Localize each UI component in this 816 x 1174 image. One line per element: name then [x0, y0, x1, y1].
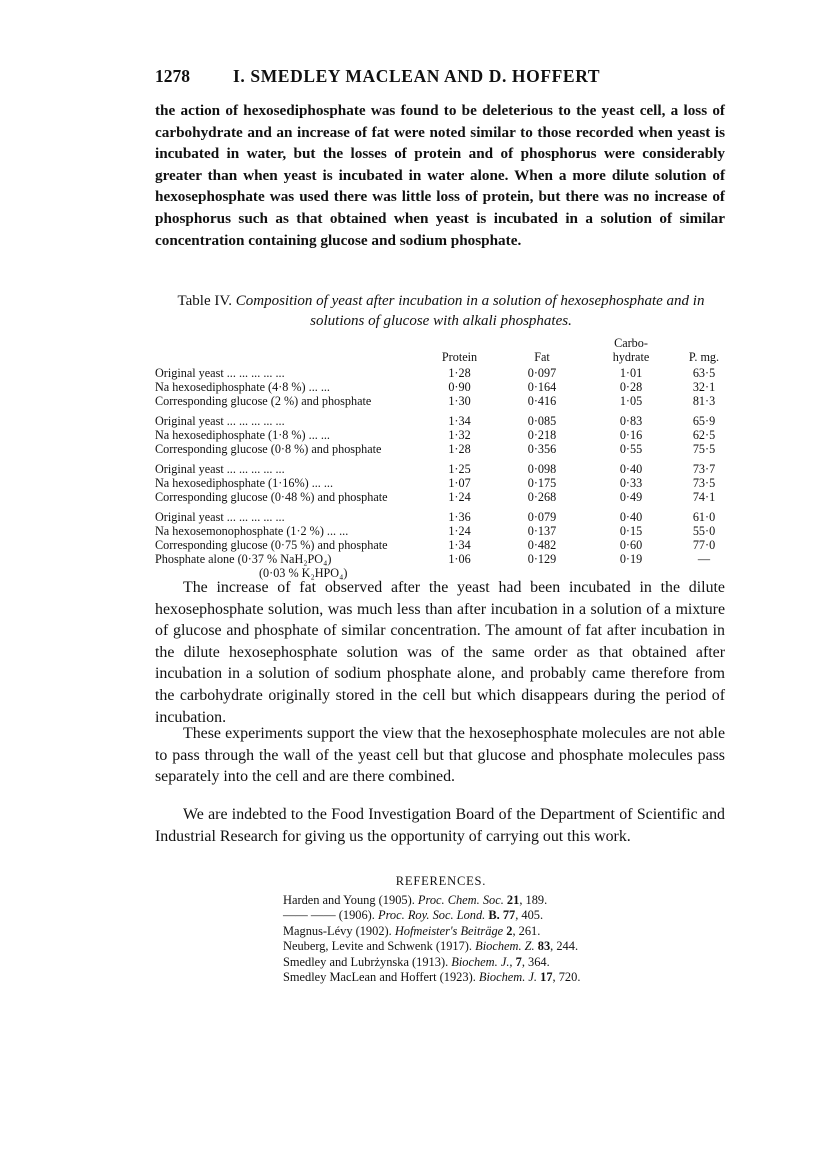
- reference-authors: —— —— (1906).: [283, 908, 378, 923]
- row-label: Phosphate alone (0·37 % NaH₂PO₄): [155, 552, 332, 566]
- col-header-protein: Protein: [441, 350, 478, 364]
- cell-protein: 0·90: [448, 380, 471, 394]
- cell-fat: 0·097: [527, 366, 557, 380]
- cell-protein: 1·28: [448, 366, 471, 380]
- cell-fat: 0·218: [527, 428, 557, 442]
- cell-protein: 1·07: [448, 476, 471, 490]
- cell-fat: 0·482: [527, 538, 557, 552]
- reference-pages: , 189.: [519, 893, 548, 907]
- reference-volume: 17: [540, 970, 553, 985]
- cell-fat: 0·175: [527, 476, 557, 490]
- cell-carb: 0·40: [619, 462, 643, 476]
- table-title: Composition of yeast after incubation in a solution of hexosephosphate and in solutions of glucose with alkali phosphates.: [235, 293, 705, 329]
- reference-pages: , 720.: [552, 970, 581, 985]
- cell-p: 32·1: [692, 380, 716, 394]
- paragraph-continued: the action of hexosediphosphate was found to be deleterious to the yeast cell, a loss of carbohydrate and an increase of fat were noted similar to those recorded when yeast is incubated in water, but the losses of protein and of phosphorus were considerably greater than when yeast is incubated in water alone. When a more dilute solution of hexosephosphate was used there was little loss of protein, but there was no increase of phosphorus such as that obtained when yeast is incubated in a solution of similar concentration containing glucose and sodium phosphate.: [155, 102, 725, 249]
- table-row: [155, 442, 729, 456]
- reference-authors: Magnus-Lévy (1902).: [283, 923, 395, 938]
- row-label: Corresponding glucose (2 %) and phosphate: [155, 394, 372, 408]
- table-row: [155, 462, 729, 476]
- row-label: Original yeast ... ... ... ... ...: [155, 414, 285, 428]
- row-label: Corresponding glucose (0·48 %) and phosphate: [155, 490, 388, 504]
- table-row: [155, 476, 729, 490]
- cell-p: 77·0: [692, 538, 716, 552]
- row-label: Na hexosediphosphate (1·8 %) ... ...: [155, 428, 330, 442]
- reference-authors: Neuberg, Levite and Schwenk (1917).: [283, 939, 476, 954]
- reference-journal: Biochem. J.: [478, 970, 541, 985]
- references-list: [283, 893, 723, 985]
- reference-item: [283, 908, 723, 923]
- cell-fat: 0·085: [527, 414, 557, 428]
- cell-protein: 1·06: [448, 552, 471, 566]
- cell-p: 63·5: [692, 366, 716, 380]
- table-row: [155, 538, 729, 552]
- reference-volume: 7: [515, 954, 522, 969]
- row-label: Na hexosemonophosphate (1·2 %) ... ...: [155, 524, 349, 538]
- cell-p: 62·5: [692, 428, 716, 442]
- table-caption: [155, 291, 727, 331]
- cell-carb: 0·55: [619, 442, 643, 456]
- cell-fat: 0·079: [527, 510, 557, 524]
- reference-pages: , 405.: [515, 908, 544, 923]
- cell-protein: 1·30: [448, 394, 471, 408]
- row-label: (0·03 % K₂HPO₄): [259, 566, 348, 580]
- reference-volume: 21: [506, 893, 520, 907]
- cell-carb: 0·60: [619, 538, 643, 552]
- table-row: [155, 552, 729, 566]
- cell-protein: 1·28: [448, 442, 471, 456]
- cell-carb: 1·05: [619, 394, 643, 408]
- row-label: Corresponding glucose (0·8 %) and phosphate: [155, 442, 382, 456]
- cell-p: 55·0: [692, 524, 716, 538]
- reference-item: [283, 970, 723, 985]
- cell-p: 81·3: [692, 394, 716, 408]
- col-header-carbohydrate-line2: hydrate: [612, 350, 650, 364]
- col-header-fat: Fat: [534, 350, 550, 364]
- reference-authors: Smedley MacLean and Hoffert (1923).: [283, 970, 479, 985]
- reference-item: [283, 924, 723, 939]
- cell-fat: 0·356: [527, 442, 557, 456]
- cell-protein: 1·36: [448, 510, 471, 524]
- paragraph-fat-increase: The increase of fat observed after the yeast had been incubated in the dilute hexosephosphate solution, was much less than after incubation in a solution of a mixture of glucose and phosphate of similar concentration. The amount of fat after incubation in the dilute hexosephosphate solution was of the same order as that obtained after incubation in a solution of sodium phosphate alone, and probably came therefore from the carbohydrate originally stored in the cell but which disappears during the period of incubation.: [155, 579, 725, 726]
- row-label: Na hexosediphosphate (4·8 %) ... ...: [155, 380, 330, 394]
- reference-volume: 83: [537, 939, 551, 954]
- reference-pages: , 261.: [512, 923, 541, 938]
- reference-volume: 2: [506, 923, 513, 938]
- row-label: Original yeast ... ... ... ... ...: [155, 462, 285, 476]
- cell-p: 61·0: [692, 510, 716, 524]
- table-row: [155, 414, 729, 428]
- cell-p: 73·7: [692, 462, 716, 476]
- table-row: [155, 366, 729, 380]
- reference-journal: Proc. Roy. Soc. Lond.: [378, 908, 489, 923]
- cell-carb: 0·28: [619, 380, 643, 394]
- running-head-authors: I. SMEDLEY MACLEAN AND D. HOFFERT: [233, 66, 601, 86]
- cell-protein: 1·34: [448, 538, 471, 552]
- cell-carb: 1·01: [619, 366, 643, 380]
- reference-item: [283, 939, 723, 954]
- cell-fat: 0·098: [527, 462, 557, 476]
- cell-carb: 0·49: [619, 490, 643, 504]
- row-label: Original yeast ... ... ... ... ...: [155, 366, 285, 380]
- references-heading: REFERENCES.: [395, 874, 487, 888]
- cell-carb: 0·15: [619, 524, 643, 538]
- reference-journal: Biochem. Z.: [475, 939, 538, 954]
- table-row: [155, 380, 729, 394]
- cell-p: 74·1: [692, 490, 716, 504]
- table-row: [155, 394, 729, 408]
- cell-protein: 1·25: [448, 462, 471, 476]
- cell-p: 75·5: [692, 442, 716, 456]
- cell-fat: 0·268: [527, 490, 557, 504]
- table-row: [155, 510, 729, 524]
- cell-carb: 0·19: [619, 552, 643, 566]
- table-label: Table IV.: [177, 293, 232, 309]
- table-row: [155, 524, 729, 538]
- row-label: Original yeast ... ... ... ... ...: [155, 510, 285, 524]
- cell-p: —: [697, 552, 711, 566]
- reference-pages: , 244.: [550, 939, 579, 954]
- table-row: [155, 490, 729, 504]
- cell-protein: 1·32: [448, 428, 471, 442]
- cell-fat: 0·137: [527, 524, 557, 538]
- cell-carb: 0·16: [619, 428, 643, 442]
- cell-protein: 1·24: [448, 490, 471, 504]
- page-number: 1278: [155, 66, 190, 86]
- reference-journal: Proc. Chem. Soc.: [417, 893, 507, 907]
- cell-carb: 0·33: [619, 476, 643, 490]
- cell-carb: 0·40: [619, 510, 643, 524]
- reference-authors: Harden and Young (1905).: [283, 893, 418, 907]
- reference-item: [283, 893, 723, 908]
- reference-pages: , 364.: [521, 954, 550, 969]
- cell-p: 65·9: [692, 414, 716, 428]
- cell-fat: 0·164: [527, 380, 557, 394]
- reference-volume: B. 77: [488, 908, 516, 923]
- cell-fat: 0·416: [527, 394, 557, 408]
- table-row: [155, 428, 729, 442]
- col-header-phosphorus: P. mg.: [688, 350, 720, 364]
- cell-protein: 1·24: [448, 524, 471, 538]
- row-label: Na hexosediphosphate (1·16%) ... ...: [155, 476, 334, 490]
- cell-protein: 1·34: [448, 414, 471, 428]
- reference-authors: Smedley and Lubrżynska (1913).: [283, 954, 452, 969]
- row-label: Corresponding glucose (0·75 %) and phosphate: [155, 538, 388, 552]
- paragraph-acknowledgement: We are indebted to the Food Investigation Board of the Department of Scientific and Industrial Research for giving us the opportunity of carrying out this work.: [155, 806, 725, 845]
- cell-p: 73·5: [692, 476, 716, 490]
- cell-carb: 0·83: [619, 414, 643, 428]
- col-header-carbohydrate-line1: Carbo-: [614, 336, 648, 350]
- reference-journal: Hofmeister's Beiträge: [394, 923, 507, 938]
- reference-item: [283, 955, 723, 970]
- paragraph-conclusion: These experiments support the view that the hexosephosphate molecules are not able to pass through the wall of the yeast cell but that glucose and phosphate molecules pass separately into the cell and are there combined.: [155, 725, 725, 786]
- reference-journal: Biochem. J.,: [451, 954, 516, 969]
- cell-fat: 0·129: [527, 552, 557, 566]
